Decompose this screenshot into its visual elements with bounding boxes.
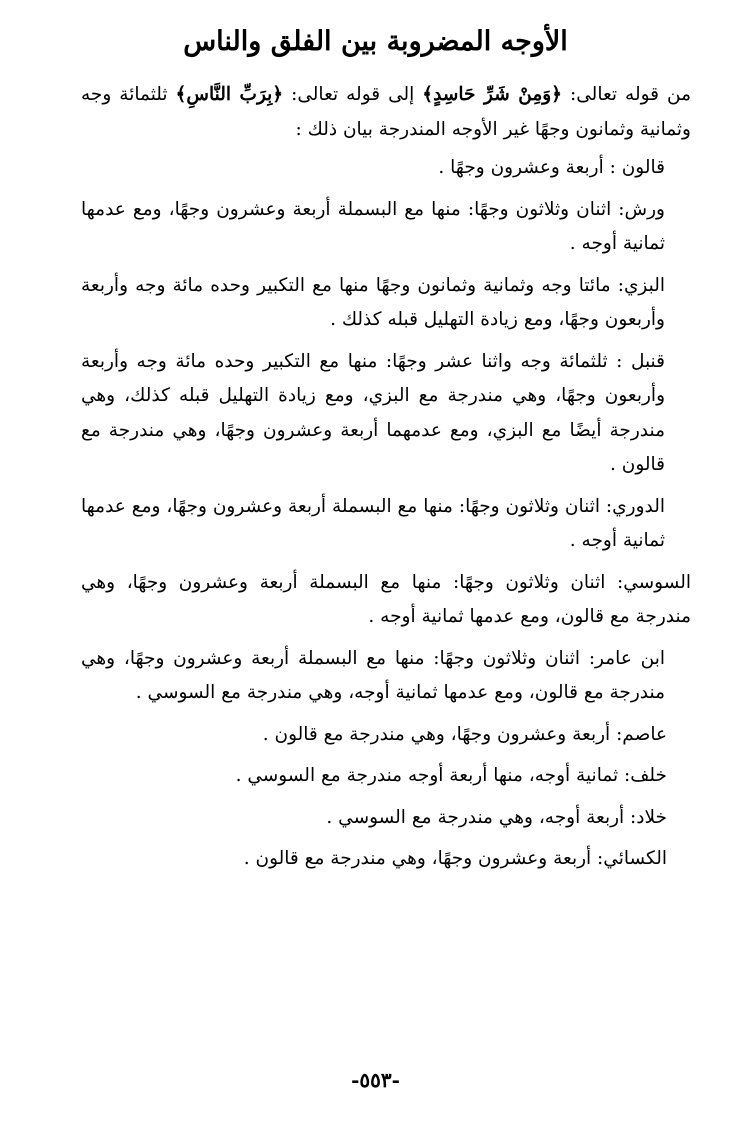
paragraph-qunbul: قنبل : ثلثمائة وجه واثنا عشر وجهًا: منها مع التكبير وحده مائة وجه وأربعة وأربعون وجهًا، وهي مندرجة مع البزي، ومع زيادة التهليل قبله كذلك، وهي مندرجة أيضًا مع البزي، ومع عدمهما أربعة وعشرون وجهًا، وهي مندرجة مع قالون . xyxy=(81,350,665,475)
page-body xyxy=(81,78,691,884)
intro-prefix: من قوله تعالى: xyxy=(562,84,691,105)
paragraph-qalun: قالون : أربعة وعشرون وجهًا . xyxy=(438,157,665,178)
quran-verse-1: ﴿وَمِنْ شَرِّ حَاسِدٍ﴾ xyxy=(422,84,563,105)
paragraph-khalaf: خلف: ثمانية أوجه، منها أربعة أوجه مندرجة مع السوسي . xyxy=(235,765,667,786)
paragraph-kisai: الكسائي: أربعة وعشرون وجهًا، وهي مندرجة مع قالون . xyxy=(243,848,667,869)
intro-suffix: ثلثمائة وجه وثمانية وثمانون وجهًا غير الأوجه المندرجة بيان ذلك : xyxy=(81,84,691,140)
paragraph-ibn-amir: ابن عامر: اثنان وثلاثون وجهًا: منها مع البسملة أربعة وعشرون وجهًا، وهي مندرجة مع قالون، ومع عدمها ثمانية أوجه، وهي مندرجة مع السوسي . xyxy=(81,647,665,703)
quran-verse-2: ﴿بِرَبِّ النَّاسِ﴾ xyxy=(175,84,284,105)
intro-middle: إلى قوله تعالى: xyxy=(283,84,423,105)
page-number: -٥٥٣- xyxy=(351,1068,400,1092)
page-title: الأوجه المضروبة بين الفلق والناس xyxy=(183,26,568,57)
paragraph-asim: عاصم: أربعة وعشرون وجهًا، وهي مندرجة مع قالون . xyxy=(262,723,667,745)
paragraph-warsh: ورش: اثنان وثلاثون وجهًا: منها مع البسملة أربعة وعشرون وجهًا، ومع عدمها ثمانية أوجه . xyxy=(81,198,665,254)
paragraph-bazzi: البزي: مائتا وجه وثمانية وثمانون وجهًا منها مع التكبير وحده مائة وجه وأربعة وأربعون وجهًا، ومع زيادة التهليل قبله كذلك . xyxy=(81,274,665,330)
paragraph-susi: السوسي: اثنان وثلاثون وجهًا: منها مع البسملة أربعة وعشرون وجهًا، وهي مندرجة مع قالون، ومع عدمها ثمانية أوجه . xyxy=(81,571,691,627)
intro-paragraph xyxy=(81,78,691,147)
paragraph-khallad: خلاد: أربعة أوجه، وهي مندرجة مع السوسي . xyxy=(326,806,667,828)
paragraph-duri: الدوري: اثنان وثلاثون وجهًا: منها مع البسملة أربعة وعشرون وجهًا، ومع عدمها ثمانية أوجه . xyxy=(81,495,665,551)
